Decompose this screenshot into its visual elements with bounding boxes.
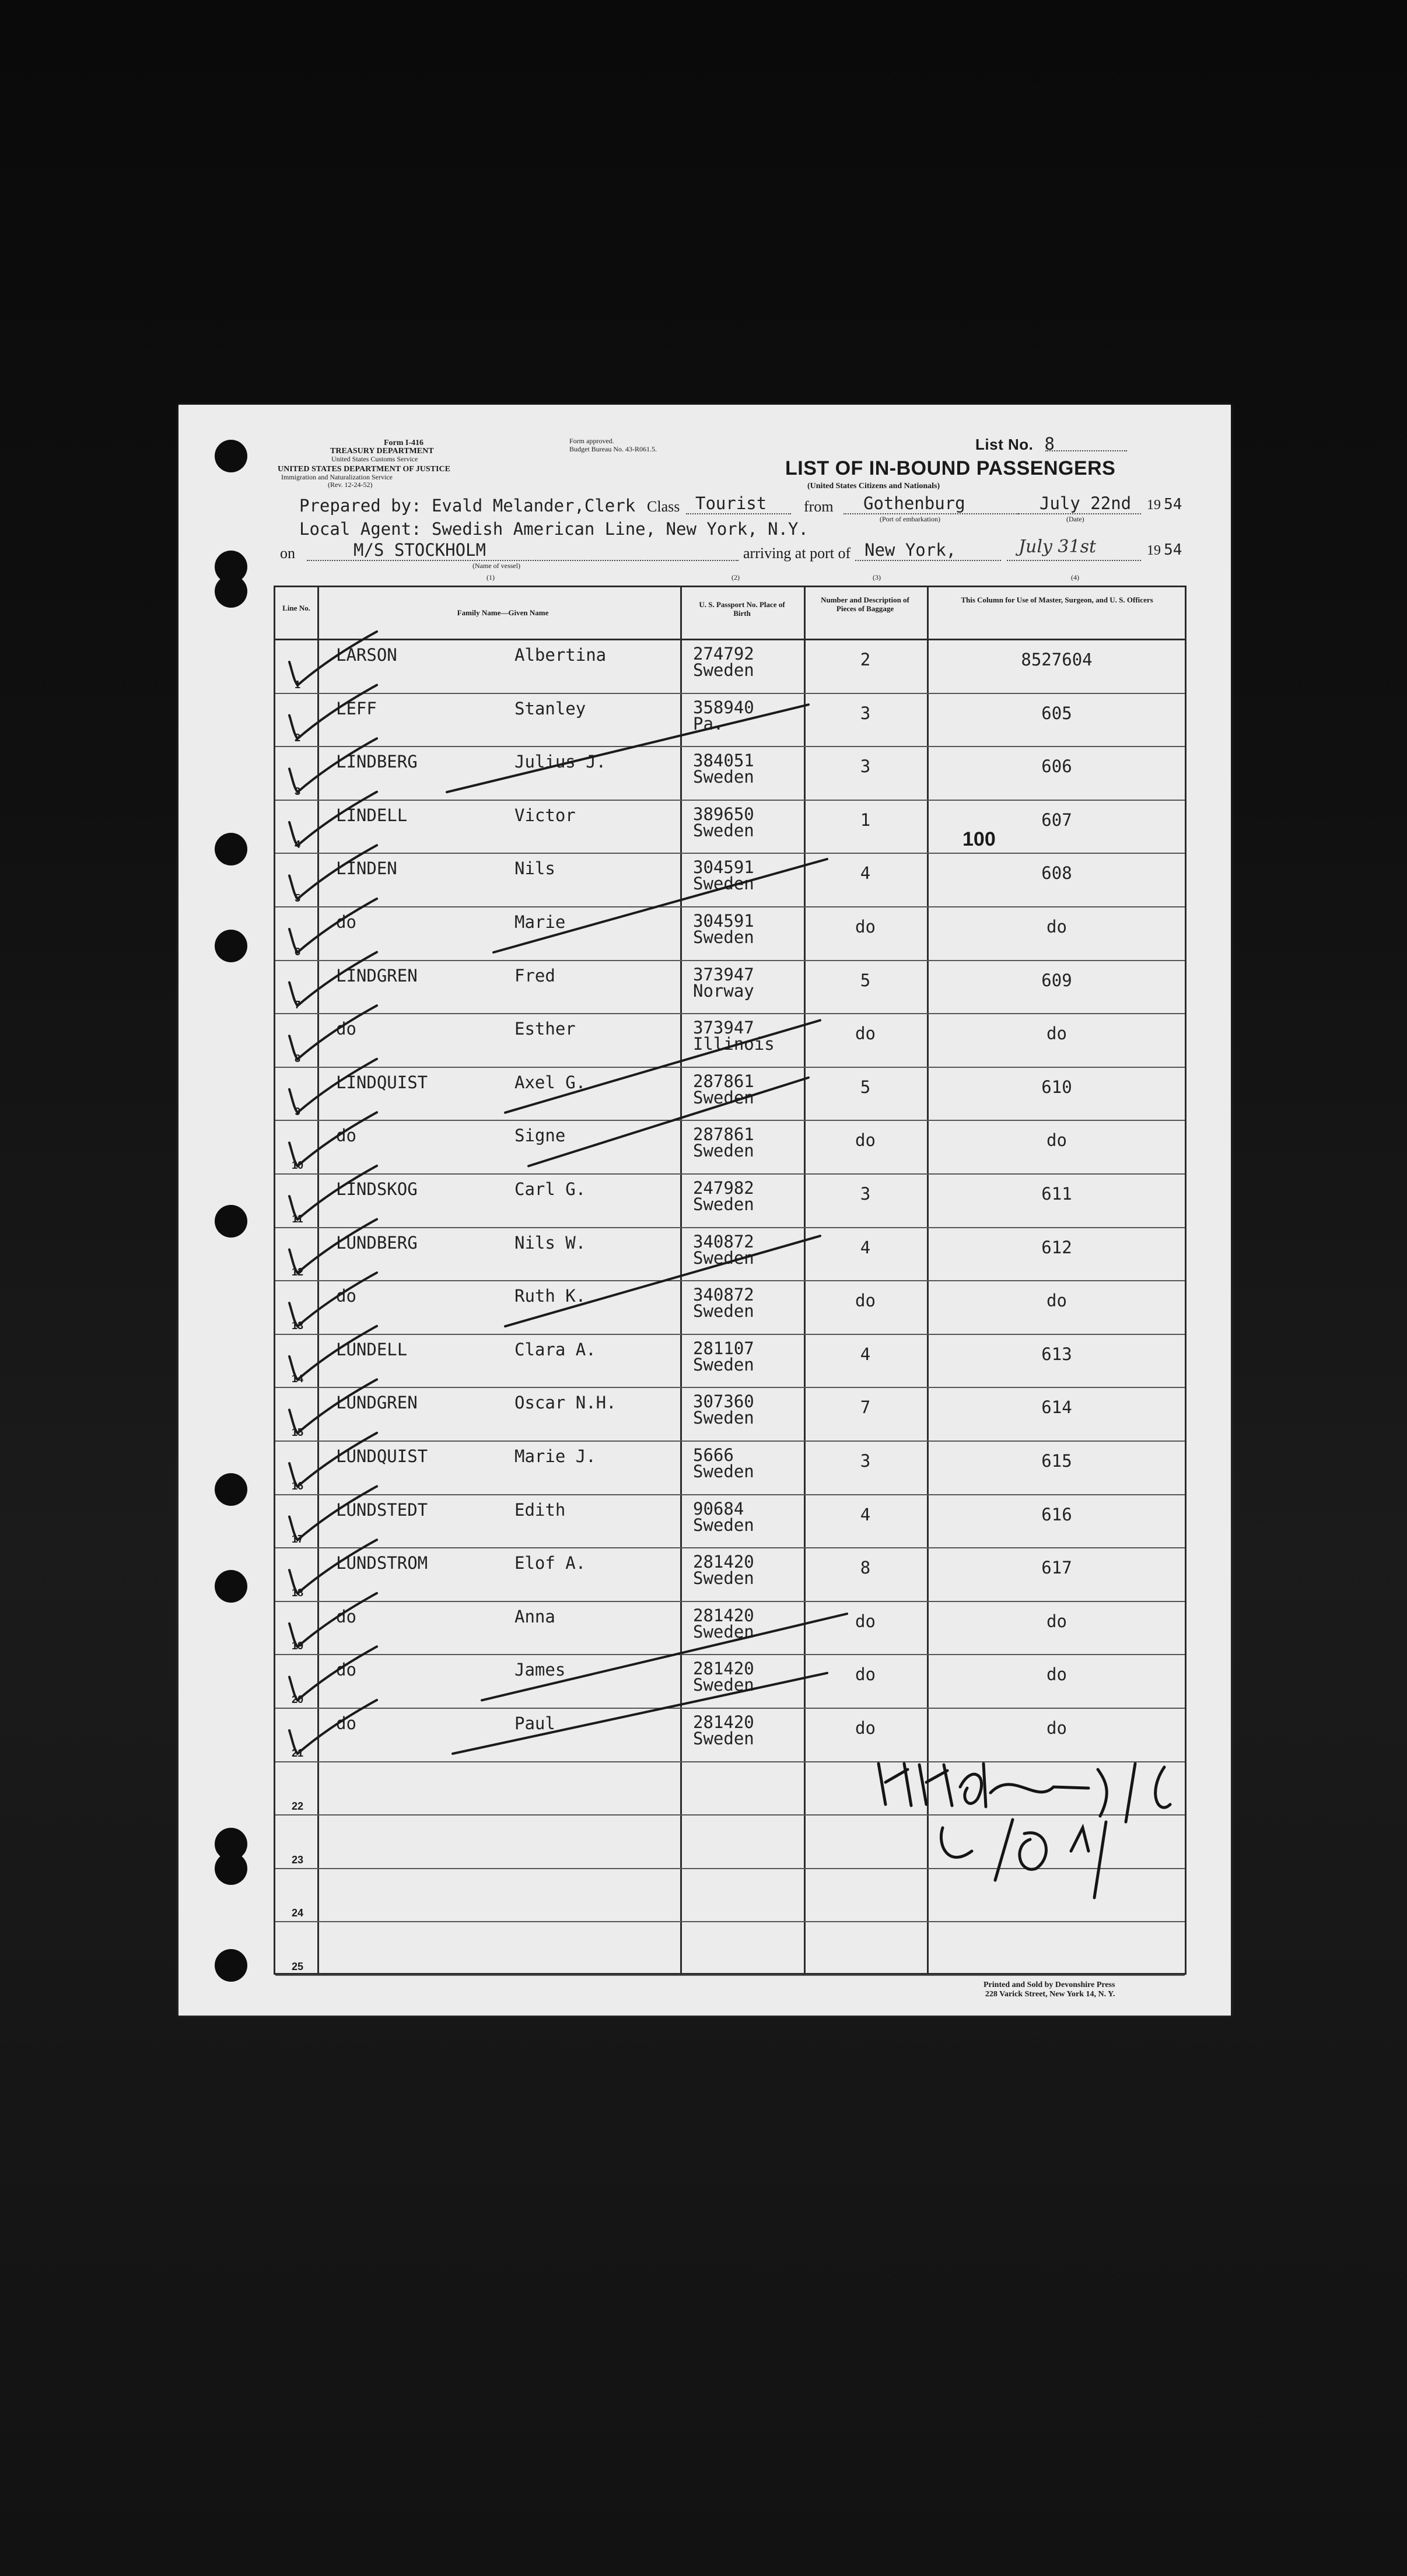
place-of-birth: Sweden	[693, 1301, 754, 1322]
col-number-2: (2)	[732, 573, 740, 581]
officer-number: 605	[1041, 703, 1072, 723]
margin-note: 100	[963, 828, 996, 850]
printer-imprint	[984, 1981, 1115, 1999]
officer-number: 617	[1041, 1558, 1072, 1578]
form-revision: (Rev. 12-24-52)	[328, 481, 373, 489]
given-name: James	[514, 1660, 566, 1680]
passport-number: 281420	[693, 1605, 754, 1625]
form-approved: Form approved.	[569, 437, 614, 445]
baggage-count: 7	[860, 1397, 871, 1418]
officer-number: do	[1046, 1130, 1067, 1151]
arrival-date: July 31st	[1019, 537, 1097, 557]
officer-number: 607	[1041, 809, 1072, 830]
col-number-1: (1)	[487, 573, 495, 581]
punch-hole	[215, 1852, 247, 1885]
punch-hole	[215, 440, 247, 472]
baggage-count: do	[855, 1130, 876, 1151]
given-name: Ruth K.	[514, 1286, 586, 1306]
passport-number: 307360	[693, 1392, 754, 1412]
place-of-birth: Illinois	[693, 1034, 775, 1054]
table-row	[275, 1922, 1185, 1976]
family-name: LINDQUIST	[336, 1072, 428, 1092]
table-row	[275, 1762, 1185, 1816]
place-of-birth: Norway	[693, 980, 754, 1001]
given-name: Signe	[514, 1126, 566, 1146]
punch-hole	[215, 1205, 247, 1238]
baggage-count: 4	[860, 863, 871, 884]
class-label: Class	[647, 498, 680, 515]
line-number: 25	[291, 1960, 304, 1972]
baggage-count: do	[855, 1718, 876, 1738]
family-name: LUNDSTEDT	[336, 1499, 428, 1520]
table-row	[275, 854, 1185, 907]
line-number: 13	[291, 1319, 304, 1331]
family-name: do	[336, 1713, 356, 1733]
officer-number: do	[1046, 917, 1067, 937]
vessel-caption: (Name of vessel)	[473, 562, 520, 570]
vessel-name: M/S STOCKHOLM	[354, 540, 486, 560]
line-number: 15	[291, 1426, 304, 1438]
officer-number: 609	[1041, 970, 1072, 990]
officer-number: 610	[1041, 1077, 1072, 1097]
col-header-line-no: Line No.	[282, 604, 310, 612]
officer-number: do	[1046, 1664, 1067, 1685]
baggage-count: do	[855, 917, 876, 937]
baggage-count: do	[855, 1291, 876, 1311]
family-name: do	[336, 912, 356, 932]
officer-number: do	[1046, 1024, 1067, 1044]
ins-service: Immigration and Naturalization Service	[281, 473, 393, 481]
passport-number: 281420	[693, 1552, 754, 1572]
punch-hole	[215, 1949, 247, 1982]
passport-number: 274792	[693, 644, 754, 664]
baggage-count: 3	[860, 1184, 871, 1204]
officer-number: 614	[1041, 1397, 1072, 1418]
passport-number: 373947	[693, 964, 754, 984]
family-name: LEFF	[336, 698, 377, 719]
family-name: do	[336, 1660, 356, 1680]
given-name: Nils W.	[514, 1232, 586, 1253]
col-number-3: (3)	[873, 573, 881, 581]
line-number: 6	[294, 945, 300, 958]
given-name: Elof A.	[514, 1553, 586, 1573]
given-name: Victor	[514, 805, 576, 825]
place-of-birth: Sweden	[693, 874, 754, 894]
family-name: do	[336, 1126, 356, 1146]
from-label: from	[804, 498, 834, 515]
col-header-name: Family Name—Given Name	[457, 608, 549, 617]
passport-number: 281420	[693, 1659, 754, 1679]
line-number: 20	[291, 1693, 304, 1705]
given-name: Fred	[514, 965, 555, 986]
line-number: 10	[291, 1159, 304, 1171]
local-agent: Local Agent: Swedish American Line, New York, N.Y.	[299, 519, 808, 539]
customs-service: United States Customs Service	[331, 455, 418, 463]
col-header-passport: U. S. Passport No. Place of Birth	[699, 600, 785, 618]
place-of-birth: Sweden	[693, 660, 754, 680]
line-number: 14	[291, 1373, 304, 1385]
place-of-birth: Sweden	[693, 1408, 754, 1428]
given-name: Marie	[514, 912, 566, 932]
table-row	[275, 801, 1185, 854]
baggage-count: 5	[860, 970, 871, 990]
treasury-dept: TREASURY DEPARTMENT	[330, 447, 434, 455]
passport-number: 304591	[693, 911, 754, 931]
family-name: LINDSKOG	[336, 1179, 418, 1199]
place-of-birth: Sweden	[693, 1354, 754, 1375]
printer-line-2: 228 Varick Street, New York 14, N. Y.	[985, 1990, 1115, 1999]
officer-number: do	[1046, 1291, 1067, 1311]
given-name: Clara A.	[514, 1339, 596, 1359]
officer-number: 8527604	[1021, 650, 1093, 670]
given-name: Edith	[514, 1499, 566, 1520]
form-sheet	[178, 405, 1231, 2016]
passport-number: 389650	[693, 804, 754, 824]
punch-hole	[215, 1570, 247, 1603]
col-header-officers: This Column for Use of Master, Surgeon, and U. S. Officers	[961, 595, 1153, 604]
line-number: 23	[291, 1853, 304, 1866]
given-name: Nils	[514, 858, 555, 879]
passport-number: 247982	[693, 1178, 754, 1198]
passport-number: 287861	[693, 1124, 754, 1145]
table-row	[275, 1495, 1185, 1549]
baggage-count: 5	[860, 1077, 871, 1097]
col-number-4: (4)	[1071, 573, 1079, 581]
given-name: Marie J.	[514, 1446, 596, 1466]
table-row	[275, 1655, 1185, 1709]
baggage-count: 4	[860, 1237, 871, 1257]
officer-number: 608	[1041, 863, 1072, 884]
baggage-count: 1	[860, 809, 871, 830]
table-row	[275, 1442, 1185, 1495]
baggage-count: 4	[860, 1504, 871, 1524]
table-row	[275, 907, 1185, 961]
embark-date: July 22nd	[1040, 493, 1132, 513]
table-row	[275, 747, 1185, 801]
table-row	[275, 1335, 1185, 1389]
officer-number: do	[1046, 1718, 1067, 1738]
passport-number: 90684	[693, 1498, 744, 1519]
place-of-birth: Sweden	[693, 1087, 754, 1107]
table-row	[275, 1602, 1185, 1656]
given-name: Julius J.	[514, 752, 607, 772]
table-row	[275, 1228, 1185, 1282]
punch-hole	[215, 930, 247, 962]
budget-bureau: Budget Bureau No. 43-R061.5.	[569, 445, 657, 453]
line-number: 4	[294, 839, 300, 851]
officer-number: 611	[1041, 1184, 1072, 1204]
arrival-year: 19 54	[1147, 541, 1182, 559]
passport-number: 287861	[693, 1071, 754, 1091]
place-of-birth: Sweden	[693, 927, 754, 947]
table-row	[275, 1068, 1185, 1121]
table-row	[275, 1121, 1185, 1175]
place-of-birth: Pa.	[693, 713, 724, 734]
baggage-count: 2	[860, 650, 871, 670]
table-row	[275, 1709, 1185, 1762]
date-caption: (Date)	[1066, 515, 1084, 523]
line-number: 1	[294, 678, 300, 691]
passport-number: 5666	[693, 1445, 734, 1465]
line-number: 22	[291, 1800, 304, 1813]
line-number: 9	[294, 1106, 300, 1118]
passenger-table	[274, 586, 1186, 1975]
embark-port: Gothenburg	[863, 493, 965, 513]
arrival-port: New York,	[864, 540, 957, 560]
prepared-by: Prepared by: Evald Melander,Clerk	[299, 496, 636, 516]
baggage-count: 3	[860, 703, 871, 723]
officer-number: 606	[1041, 756, 1072, 777]
baggage-count: 8	[860, 1558, 871, 1578]
form-number: Form I-416	[384, 439, 424, 447]
baggage-count: 4	[860, 1344, 871, 1364]
place-of-birth: Sweden	[693, 1621, 754, 1642]
baggage-count: do	[855, 1664, 876, 1685]
line-number: 5	[294, 892, 300, 904]
passport-number: 281107	[693, 1338, 754, 1358]
family-name: LUNDGREN	[336, 1393, 418, 1413]
arriving-label: arriving at port of	[743, 545, 851, 562]
justice-dept: UNITED STATES DEPARTMENT OF JUSTICE	[278, 465, 450, 474]
family-name: LUNDQUIST	[336, 1446, 428, 1466]
given-name: Carl G.	[514, 1179, 586, 1199]
place-of-birth: Sweden	[693, 1515, 754, 1535]
embark-caption: (Port of embarkation)	[880, 515, 940, 523]
line-number: 8	[294, 1052, 300, 1064]
family-name: do	[336, 1019, 356, 1039]
place-of-birth: Sweden	[693, 1462, 754, 1481]
baggage-count: 3	[860, 756, 871, 777]
place-of-birth: Sweden	[693, 1194, 754, 1214]
family-name: LARSON	[336, 645, 397, 665]
given-name: Stanley	[514, 698, 586, 719]
line-number: 16	[291, 1480, 304, 1492]
officer-number: 613	[1041, 1344, 1072, 1364]
line-number: 18	[291, 1586, 304, 1599]
baggage-count: do	[855, 1024, 876, 1044]
place-of-birth: Sweden	[693, 820, 754, 840]
baggage-count: do	[855, 1611, 876, 1631]
place-of-birth: Sweden	[693, 1141, 754, 1161]
line-number: 7	[294, 999, 300, 1011]
passport-number: 340872	[693, 1231, 754, 1252]
officer-number: do	[1046, 1611, 1067, 1631]
class-value: Tourist	[695, 493, 767, 513]
printer-line-1: Printed and Sold by Devonshire Press	[984, 1981, 1115, 1989]
given-name: Albertina	[514, 645, 607, 665]
given-name: Anna	[514, 1606, 555, 1627]
family-name: LUNDBERG	[336, 1232, 418, 1253]
family-name: LUNDELL	[336, 1339, 408, 1359]
family-name: LINDEN	[336, 858, 397, 879]
passport-number: 281420	[693, 1712, 754, 1732]
family-name: LINDGREN	[336, 965, 418, 986]
passport-number: 340872	[693, 1285, 754, 1305]
line-number: 19	[291, 1640, 304, 1652]
table-row	[275, 640, 1185, 694]
passport-number: 384051	[693, 751, 754, 771]
form-title: LIST OF IN-BOUND PASSENGERS	[785, 457, 1116, 479]
baggage-count: 3	[860, 1451, 871, 1471]
place-of-birth: Sweden	[693, 1675, 754, 1695]
line-number: 17	[291, 1533, 304, 1545]
line-number: 12	[291, 1266, 304, 1278]
table-row	[275, 1869, 1185, 1923]
table-row	[275, 1548, 1185, 1602]
list-number: List No. 8	[975, 434, 1055, 454]
on-label: on	[280, 545, 295, 562]
place-of-birth: Sweden	[693, 767, 754, 787]
embark-year: 19 54	[1147, 496, 1182, 513]
line-number: 21	[291, 1747, 304, 1759]
table-row	[275, 1388, 1185, 1442]
family-name: do	[336, 1286, 356, 1306]
place-of-birth: Sweden	[693, 1247, 754, 1268]
family-name: LINDBERG	[336, 752, 418, 772]
place-of-birth: Sweden	[693, 1568, 754, 1589]
table-row	[275, 1175, 1185, 1228]
form-subtitle: (United States Citizens and Nationals)	[807, 482, 940, 490]
family-name: LUNDSTROM	[336, 1553, 428, 1573]
given-name: Esther	[514, 1019, 576, 1039]
family-name: LINDELL	[336, 805, 408, 825]
passport-number: 373947	[693, 1018, 754, 1038]
officer-number: 615	[1041, 1451, 1072, 1471]
given-name: Oscar N.H.	[514, 1393, 617, 1413]
col-header-baggage: Number and Description of Pieces of Baggage	[821, 595, 909, 613]
table-row	[275, 694, 1185, 748]
line-number: 11	[292, 1212, 303, 1225]
given-name: Paul	[514, 1713, 555, 1733]
given-name: Axel G.	[514, 1072, 586, 1092]
passport-number: 304591	[693, 857, 754, 878]
table-row	[275, 961, 1185, 1015]
line-number: 3	[294, 785, 300, 797]
officer-number: 616	[1041, 1504, 1072, 1524]
place-of-birth: Sweden	[693, 1729, 754, 1748]
punch-hole	[215, 1473, 247, 1506]
table-row	[275, 1281, 1185, 1335]
family-name: do	[336, 1606, 356, 1627]
line-number: 24	[291, 1907, 304, 1919]
punch-hole	[215, 833, 247, 865]
line-number: 2	[294, 732, 300, 744]
table-row	[275, 1816, 1185, 1869]
punch-hole	[215, 575, 247, 608]
table-row	[275, 1014, 1185, 1068]
officer-number: 612	[1041, 1237, 1072, 1257]
passport-number: 358940	[693, 697, 754, 717]
